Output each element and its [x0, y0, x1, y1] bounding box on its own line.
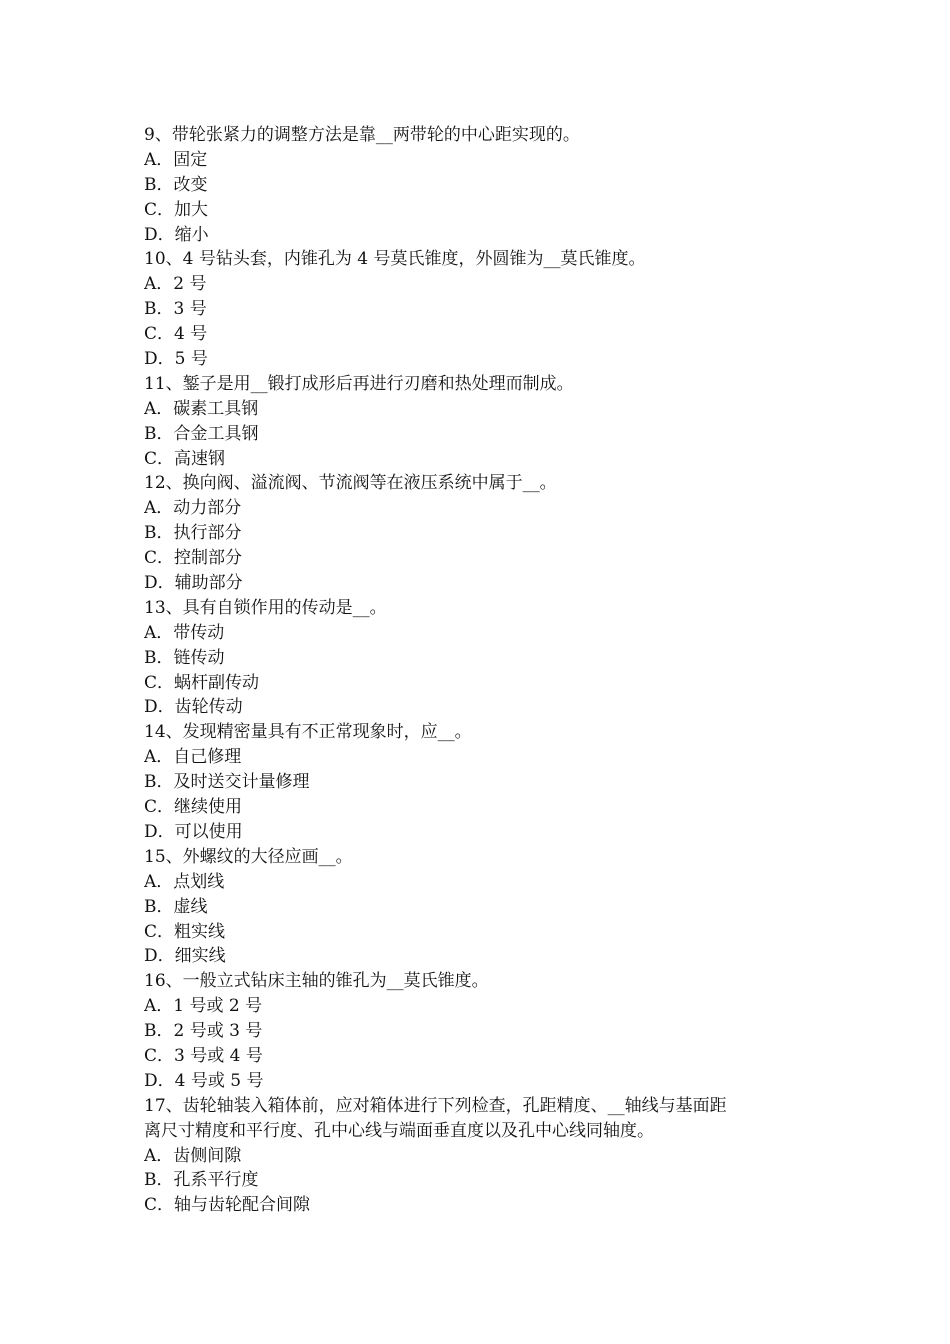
question-stem: 12、换向阀、溢流阀、节流阀等在液压系统中属于__。	[144, 473, 557, 494]
option-a: A．动力部分	[144, 498, 242, 519]
option-c: C．蜗杆副传动	[144, 672, 260, 693]
question-stem: 13、具有自锁作用的传动是__。	[144, 597, 387, 618]
question-stem: 10、4 号钻头套，内锥孔为 4 号莫氏锥度，外圆锥为__莫氏锥度。	[144, 249, 646, 270]
option-b: B．虚线	[144, 896, 208, 917]
option-a: A．齿侧间隙	[144, 1145, 242, 1166]
option-c: C．轴与齿轮配合间隙	[144, 1195, 311, 1216]
option-b: B．孔系平行度	[144, 1170, 259, 1191]
option-b: B．3 号	[144, 299, 207, 320]
option-c: C．4 号	[144, 324, 208, 345]
option-b: B．及时送交计量修理	[144, 772, 310, 793]
option-c: C．继续使用	[144, 797, 243, 818]
option-a: A．固定	[144, 149, 208, 170]
option-b: B．执行部分	[144, 523, 242, 544]
option-c: C．高速钢	[144, 448, 226, 469]
option-c: C．3 号或 4 号	[144, 1045, 263, 1066]
question-17	[144, 1094, 824, 1218]
option-a: A．2 号	[144, 274, 207, 295]
option-d: D．可以使用	[144, 821, 243, 842]
question-11	[144, 372, 824, 472]
option-d: D．齿轮传动	[144, 697, 243, 718]
option-d: D．缩小	[144, 224, 209, 245]
question-stem: 17、齿轮轴装入箱体前，应对箱体进行下列检查，孔距精度、__轴线与基面距	[144, 1095, 727, 1116]
question-stem: 9、带轮张紧力的调整方法是靠__两带轮的中心距实现的。	[144, 125, 580, 145]
document-page	[144, 123, 824, 1218]
option-b: B．链传动	[144, 647, 225, 668]
question-stem: 14、发现精密量具有不正常现象时，应__。	[144, 722, 472, 743]
question-13	[144, 596, 824, 720]
question-10	[144, 247, 824, 371]
option-a: A．碳素工具钢	[144, 398, 259, 419]
option-c: C．加大	[144, 199, 209, 220]
question-12	[144, 471, 824, 595]
option-a: A．点划线	[144, 871, 225, 892]
option-d: D．辅助部分	[144, 573, 243, 594]
question-stem: 11、錾子是用__锻打成形后再进行刃磨和热处理而制成。	[144, 373, 574, 394]
option-b: B．合金工具钢	[144, 423, 259, 444]
question-16	[144, 969, 824, 1093]
question-stem: 15、外螺纹的大径应画__。	[144, 846, 353, 867]
question-9	[144, 123, 824, 247]
option-c: C．控制部分	[144, 548, 243, 569]
option-d: D．5 号	[144, 349, 208, 370]
option-c: C．粗实线	[144, 921, 226, 942]
question-stem: 16、一般立式钻床主轴的锥孔为__莫氏锥度。	[144, 971, 489, 992]
question-15	[144, 845, 824, 969]
option-b: B．改变	[144, 174, 208, 195]
option-a: A．带传动	[144, 622, 225, 643]
option-a: A．自己修理	[144, 747, 242, 768]
option-a: A．1 号或 2 号	[144, 996, 263, 1017]
option-b: B．2 号或 3 号	[144, 1021, 263, 1042]
option-d: D．4 号或 5 号	[144, 1070, 264, 1091]
question-stem-continued: 离尺寸精度和平行度、孔中心线与端面垂直度以及孔中心线同轴度。	[144, 1120, 654, 1141]
option-d: D．细实线	[144, 946, 226, 967]
question-14	[144, 720, 824, 844]
